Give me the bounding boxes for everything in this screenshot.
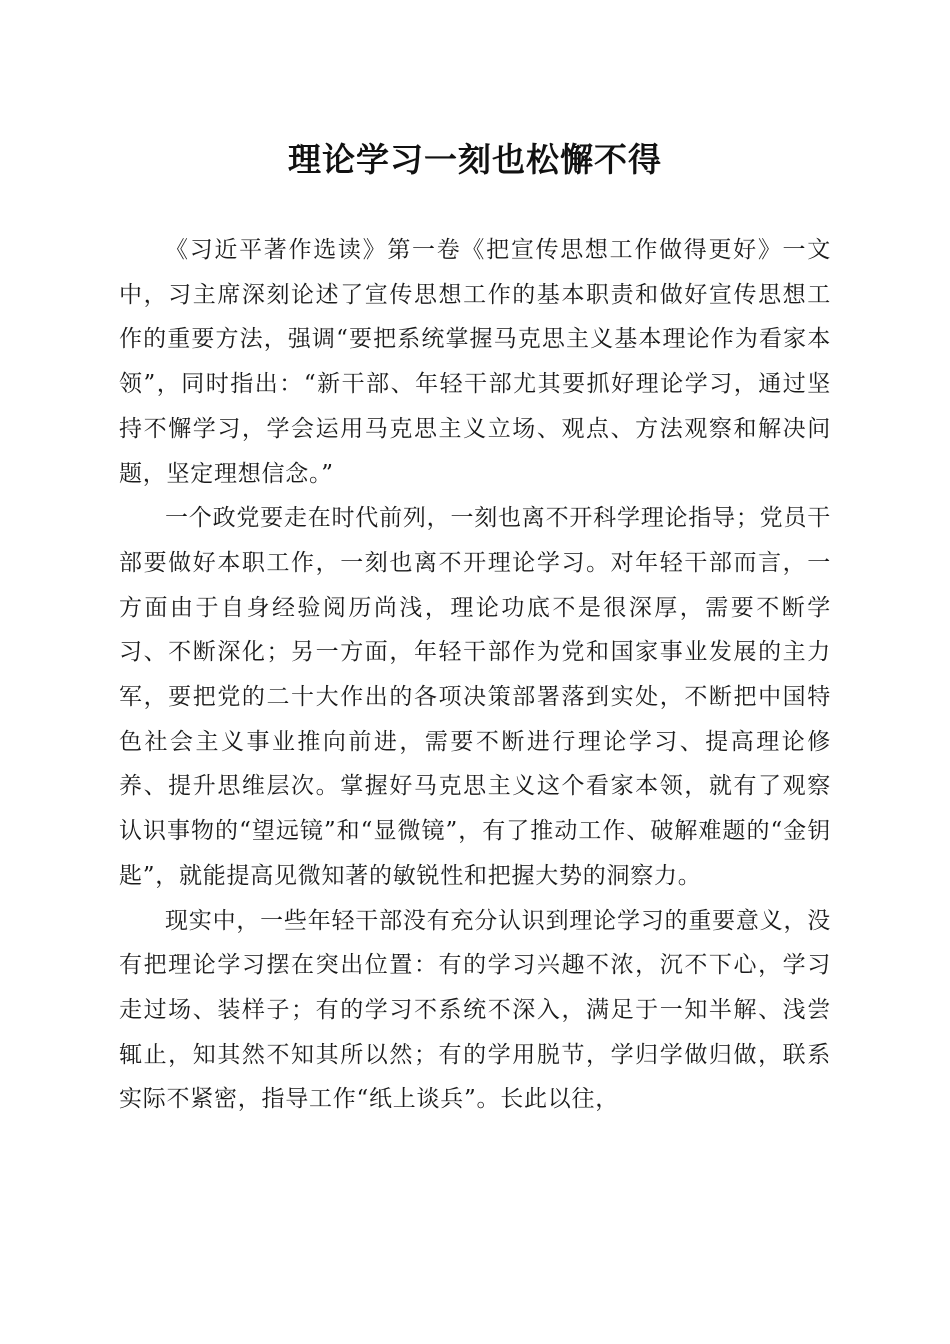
document-body [119, 228, 831, 1122]
paragraph-3: 现实中，一些年轻干部没有充分认识到理论学习的重要意义，没有把理论学习摆在突出位置：有的学习兴趣不浓，沉不下心，学习走过场、装样子；有的学习不系统不深入，满足于一知半解、浅尝辄止，知其然不知其所以然；有的学用脱节，学归学做归做，联系实际不紧密，指导工作“纸上谈兵”。长此以往， [119, 907, 831, 1113]
paragraph-1: 《习近平著作选读》第一卷《把宣传思想工作做得更好》一文中，习主席深刻论述了宣传思想工作的基本职责和做好宣传思想工作的重要方法，强调“要把系统掌握马克思主义基本理论作为看家本领”，同时指出：“新干部、年轻干部尤其要抓好理论学习，通过坚持不懈学习，学会运用马克思主义立场、观点、方法观察和解决问题，坚定理想信念。” [119, 237, 831, 487]
document-title: 理论学习一刻也松懈不得 [288, 140, 662, 179]
paragraph-2: 一个政党要走在时代前列，一刻也离不开科学理论指导；党员干部要做好本职工作，一刻也离不开理论学习。对年轻干部而言，一方面由于自身经验阅历尚浅，理论功底不是很深厚，需要不断学习、不断深化；另一方面，年轻干部作为党和国家事业发展的主力军，要把党的二十大作出的各项决策部署落到实处，不断把中国特色社会主义事业推向前进，需要不断进行理论学习、提高理论修养、提升思维层次。掌握好马克思主义这个看家本领，就有了观察认识事物的“望远镜”和“显微镜”，有了推动工作、破解难题的“金钥匙”，就能提高见微知著的敏锐性和把握大势的洞察力。 [119, 505, 831, 889]
